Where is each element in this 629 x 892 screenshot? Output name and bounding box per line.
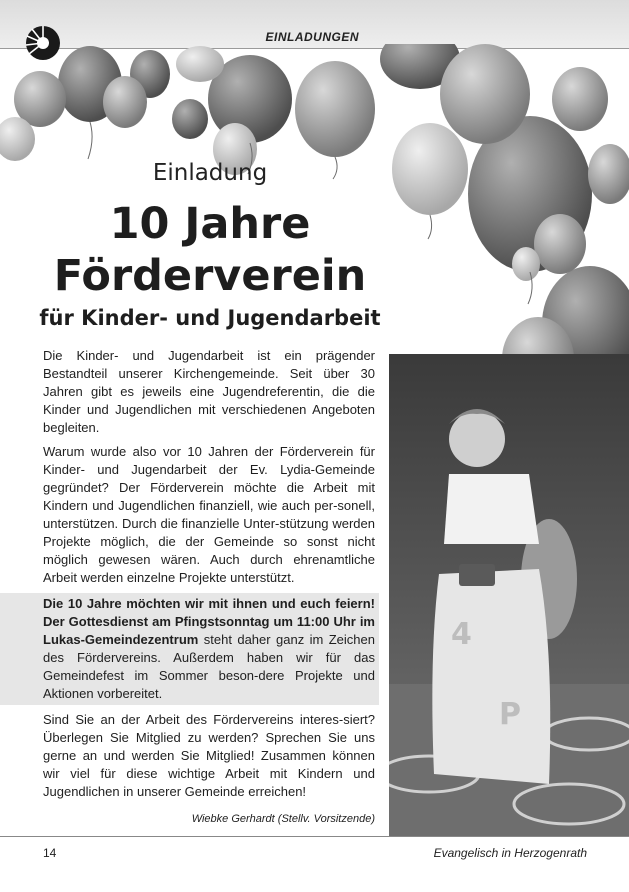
svg-text:4: 4 [451, 617, 472, 652]
article-body [43, 347, 375, 807]
paragraph-history: Warum wurde also vor 10 Jahren der Förderverein für Kinder- und Jugendarbeit der Ev. Lydia-Gemeinde gegründet? Der Förderverein möchte die Arbeit mit Kindern und Jugendlichen finanziell, wie auch per-sonell, unterstützen. Durch die finanzielle Unter-stützung werden Projekte möglich, die der Gemeinde so sonst nicht möglich gewesen wären. Auch durch ehrenamtliche Arbeit werden einzelne Projekte unterstützt. [43, 444, 375, 585]
article-signature: Wiebke Gerhardt (Stellv. Vorsitzende) [191, 813, 375, 825]
publication-name: Evangelisch in Herzogenrath [433, 846, 587, 860]
article-title [0, 198, 420, 302]
highlight-bold: Die 10 Jahre möchten wir mit ihnen und euch feiern! Der Gottesdienst am Pfingstsonntag um 11:00 Uhr im Lukas-Gemeindezentrum [43, 596, 375, 647]
paragraph-intro: Die Kinder- und Jugendarbeit ist ein prägender Bestandteil unserer Kirchengemeinde. Seit über 30 Jahren gibt es jeweils eine Jugendreferentin, die die Kinder und Jugendlichen mit verschiedenen Angeboten begleiten. [43, 348, 375, 435]
article-subtitle: für Kinder- und Jugendarbeit [39, 306, 381, 330]
section-label: EINLADUNGEN [265, 30, 359, 44]
highlight-paragraph [0, 593, 379, 705]
child-photo [389, 354, 629, 836]
paragraph-closing: Sind Sie an der Arbeit des Fördervereins interes-siert? Überlegen Sie Mitglied zu werden? Sprechen Sie uns gerne an und werden Sie Mitglied! Zusammen können wir viel für diese wichtige Arbeit mit Kindern und Jugendlichen in unserer Gemeinde erreichen! [43, 712, 375, 799]
footer-divider [0, 836, 629, 837]
highlight-rest: steht daher ganz im Zeichen des Fördervereins. Außerdem haben wir für das Gemeindefest im Sommer beson-dere Projekte und Aktionen vorbereitet. [43, 632, 375, 701]
page-number: 14 [43, 846, 57, 860]
title-line-2: Förderverein [53, 251, 367, 301]
svg-text:P: P [499, 697, 521, 732]
article-kicker: Einladung [152, 160, 268, 186]
title-line-1: 10 Jahre [109, 199, 311, 249]
